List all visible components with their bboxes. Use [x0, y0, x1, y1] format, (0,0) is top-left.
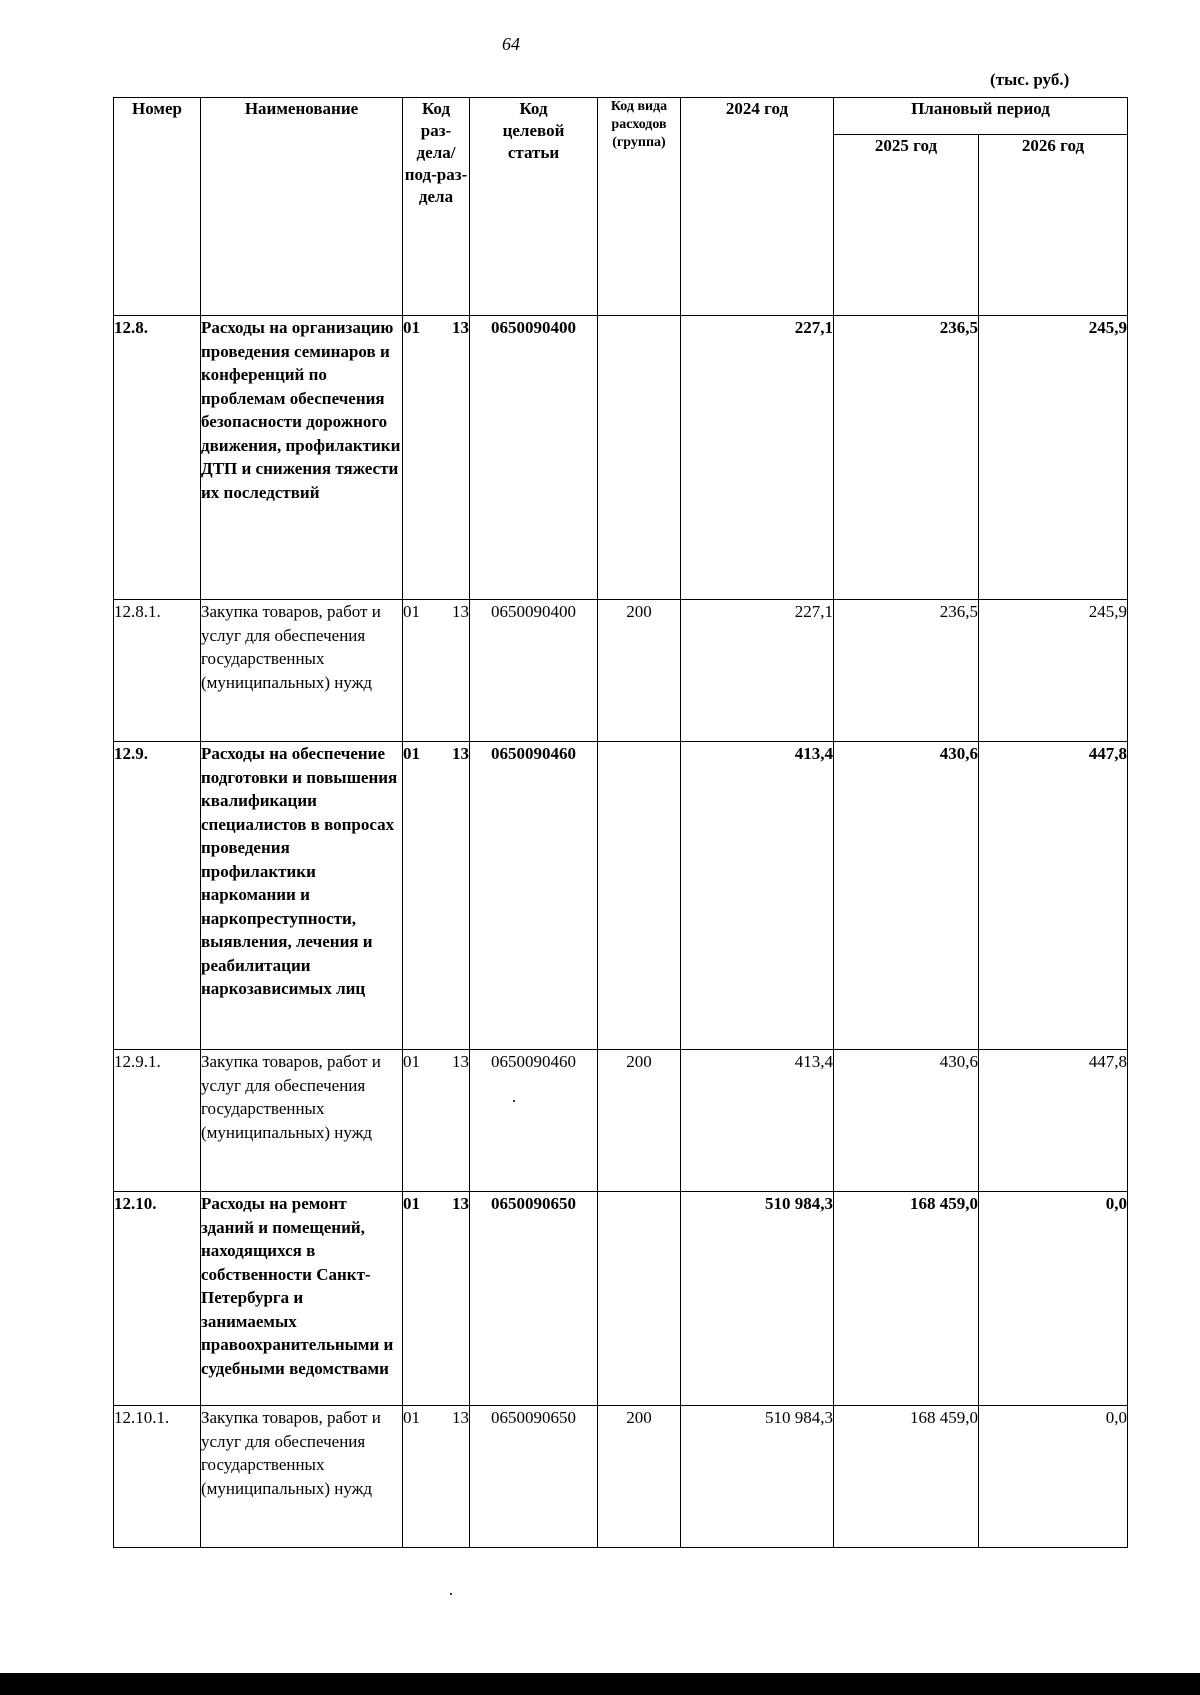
- row-expense-type: 200: [598, 1050, 681, 1192]
- subsection-code: 13: [452, 744, 469, 763]
- row-value-2024: 413,4: [681, 1050, 834, 1192]
- row-value-2024: 227,1: [681, 600, 834, 742]
- subsection-code: 13: [452, 602, 469, 621]
- row-target-code: 0650090650: [470, 1406, 598, 1548]
- row-target-code: 0650090460: [470, 1050, 598, 1192]
- header-expense-type: Код вида расходов (группа): [598, 98, 681, 316]
- header-2025: 2025 год: [834, 135, 979, 316]
- row-name: Расходы на обеспечение подготовки и повышения квалификации специалистов в вопросах проведения профилактики наркомании и наркопреступности, выявления, лечения и реабилитации наркозависимых лиц: [201, 742, 403, 1050]
- section-code: 01: [403, 1408, 420, 1427]
- row-section-code: [403, 1050, 470, 1192]
- row-target-code: 0650090650: [470, 1192, 598, 1406]
- subsection-code: 13: [452, 318, 469, 337]
- row-target-code: 0650090400: [470, 600, 598, 742]
- row-section-code: [403, 742, 470, 1050]
- row-value-2025: 168 459,0: [834, 1406, 979, 1548]
- row-number: 12.9.: [114, 742, 201, 1050]
- row-section-code: [403, 1406, 470, 1548]
- row-number: 12.10.: [114, 1192, 201, 1406]
- row-expense-type: 200: [598, 600, 681, 742]
- table-row: [114, 1192, 1128, 1406]
- row-value-2026: 0,0: [979, 1406, 1128, 1548]
- row-value-2025: 430,6: [834, 1050, 979, 1192]
- row-value-2026: 0,0: [979, 1192, 1128, 1406]
- header-name: Наименование: [201, 98, 403, 316]
- row-value-2025: 236,5: [834, 600, 979, 742]
- section-code: 01: [403, 318, 420, 337]
- row-target-code: 0650090400: [470, 316, 598, 600]
- row-number: 12.9.1.: [114, 1050, 201, 1192]
- section-code: 01: [403, 744, 420, 763]
- row-section-code: [403, 316, 470, 600]
- row-value-2026: 447,8: [979, 742, 1128, 1050]
- row-value-2024: 413,4: [681, 742, 834, 1050]
- row-name: Закупка товаров, работ и услуг для обеспечения государственных (муниципальных) нужд: [201, 600, 403, 742]
- section-code: 01: [403, 1052, 420, 1071]
- row-value-2025: 168 459,0: [834, 1192, 979, 1406]
- row-name: Расходы на ремонт зданий и помещений, находящихся в собственности Санкт-Петербурга и занимаемых правоохранительными и судебными ведомствами: [201, 1192, 403, 1406]
- subsection-code: 13: [452, 1408, 469, 1427]
- row-value-2024: 510 984,3: [681, 1406, 834, 1548]
- header-planned-period: Плановый период: [834, 98, 1128, 135]
- row-number: 12.10.1.: [114, 1406, 201, 1548]
- budget-table: [113, 97, 1128, 1548]
- row-value-2025: 236,5: [834, 316, 979, 600]
- row-name: Расходы на организацию проведения семинаров и конференций по проблемам обеспечения безопасности дорожного движения, профилактики ДТП и снижения тяжести их последствий: [201, 316, 403, 600]
- row-expense-type: [598, 742, 681, 1050]
- row-number: 12.8.: [114, 316, 201, 600]
- row-value-2024: 510 984,3: [681, 1192, 834, 1406]
- section-code: 01: [403, 602, 420, 621]
- header-section-code: Код раз-дела/ под-раз-дела: [403, 98, 470, 316]
- units-label: (тыс. руб.): [990, 70, 1070, 89]
- scan-speck: [450, 1593, 452, 1595]
- table-row: [114, 1050, 1128, 1192]
- row-name: Закупка товаров, работ и услуг для обеспечения государственных (муниципальных) нужд: [201, 1050, 403, 1192]
- header-2026: 2026 год: [979, 135, 1128, 316]
- row-expense-type: 200: [598, 1406, 681, 1548]
- row-value-2026: 245,9: [979, 600, 1128, 742]
- row-value-2024: 227,1: [681, 316, 834, 600]
- row-expense-type: [598, 1192, 681, 1406]
- table-row: [114, 1406, 1128, 1548]
- subsection-code: 13: [452, 1052, 469, 1071]
- header-target-code: Код целевой статьи: [470, 98, 598, 316]
- table-row: [114, 600, 1128, 742]
- page-number: 64: [502, 34, 520, 54]
- row-section-code: [403, 600, 470, 742]
- row-value-2026: 447,8: [979, 1050, 1128, 1192]
- subsection-code: 13: [452, 1194, 469, 1213]
- row-section-code: [403, 1192, 470, 1406]
- row-name: Закупка товаров, работ и услуг для обеспечения государственных (муниципальных) нужд: [201, 1406, 403, 1548]
- scan-border: [0, 1673, 1200, 1695]
- row-value-2026: 245,9: [979, 316, 1128, 600]
- section-code: 01: [403, 1194, 420, 1213]
- table-row: [114, 316, 1128, 600]
- row-number: 12.8.1.: [114, 600, 201, 742]
- table-row: [114, 742, 1128, 1050]
- row-expense-type: [598, 316, 681, 600]
- header-number: Номер: [114, 98, 201, 316]
- scan-speck: [513, 1100, 515, 1102]
- header-2024: 2024 год: [681, 98, 834, 316]
- row-value-2025: 430,6: [834, 742, 979, 1050]
- row-target-code: 0650090460: [470, 742, 598, 1050]
